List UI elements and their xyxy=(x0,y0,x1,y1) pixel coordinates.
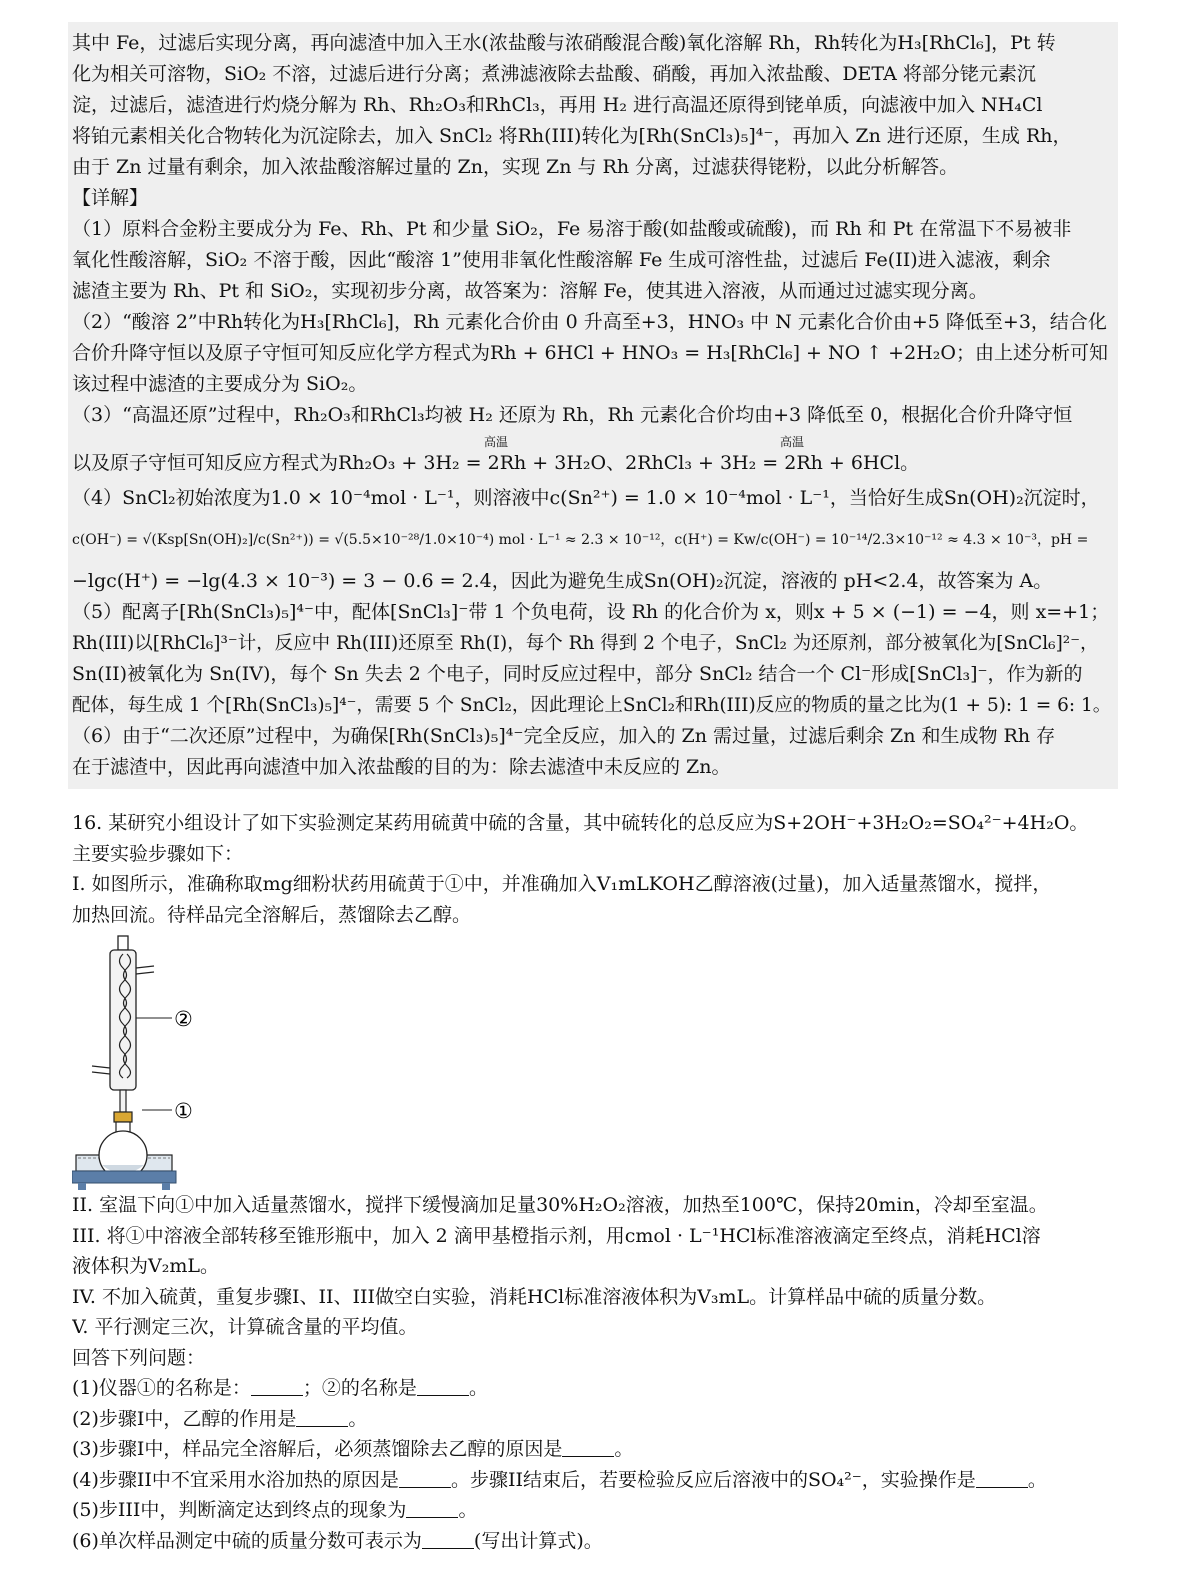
sub-question-text: 。 xyxy=(1027,1468,1047,1491)
sub-question-text: (1)仪器①的名称是： xyxy=(72,1377,251,1399)
detail-heading: 【详解】 xyxy=(72,187,149,209)
explanation-line: 氧化性酸溶解，SiO₂ 不溶于酸，因此“酸溶 1”使用非氧化性酸溶解 Fe 生成可溶性盐，过滤后 Fe(II)进入滤液，剩余 xyxy=(72,249,1051,271)
answer-blank[interactable] xyxy=(399,1469,451,1488)
explanation-line: 在于滤渣中，因此再向滤渣中加入浓盐酸的目的为：除去滤渣中未反应的 Zn。 xyxy=(72,756,731,778)
stand-base xyxy=(72,1171,176,1183)
step-4: IV. 不加入硫黄，重复步骤I、II、III做空白实验，消耗HCl标准溶液体积为V₃mL。计算样品中硫的质量分数。 xyxy=(72,1285,997,1308)
sub-question-text: (5)步III中，判断滴定达到终点的现象为 xyxy=(72,1499,407,1521)
answer-blank[interactable] xyxy=(422,1530,474,1549)
sub-question-text: (3)步骤I中，样品完全溶解后，必须蒸馏除去乙醇的原因是 xyxy=(72,1438,563,1460)
answer-blank[interactable] xyxy=(976,1469,1028,1488)
sub-question-text: (2)步骤I中，乙醇的作用是 xyxy=(72,1407,297,1430)
step-5: V. 平行测定三次，计算硫含量的平均值。 xyxy=(72,1316,418,1338)
explanation-line: 滤渣主要为 Rh、Pt 和 SiO₂，实现初步分离，故答案为：溶解 Fe，使其进入溶液，从而通过过滤实现分离。 xyxy=(72,280,988,302)
explanation-line: （4）SnCl₂初始浓度为1.0 × 10⁻⁴mol · L⁻¹，则溶液中c(Sn²⁺) = 1.0 × 10⁻⁴mol · L⁻¹，当恰好生成Sn(OH)₂沉淀时， xyxy=(72,487,1100,509)
sub-question-text: ；②的名称是 xyxy=(302,1377,417,1399)
stand-leg xyxy=(78,1183,86,1190)
sub-question-1 xyxy=(72,1373,1122,1404)
explanation-line: 配体，每生成 1 个[Rh(SnCl₃)₅]⁴⁻，需要 5 个 SnCl₂，因此理论上SnCl₂和Rh(III)反应的物质的量之比为(1 + 5): 1 = 6: 1。 xyxy=(72,695,1112,716)
answer-blank[interactable] xyxy=(251,1377,303,1396)
explanation-line: 合价升降守恒以及原子守恒可知反应化学方程式为Rh + 6HCl + HNO₃ = H₃[RhCl₆] + NO ↑ +2H₂O；由上述分析可知 xyxy=(72,342,1108,364)
explanation-line: 化为相关可溶物，SiO₂ 不溶，过滤后进行分离；煮沸滤液除去盐酸、硝酸，再加入浓盐酸、DETA 将部分铑元素沉 xyxy=(72,63,1036,85)
label-2: ② xyxy=(174,1007,193,1031)
equation-text: 以及原子守恒可知反应方程式为Rh₂O₃ + 3H₂ = 2Rh + 3H₂O、2RhCl₃ + 3H₂ = 2Rh + 6HCl。 xyxy=(72,452,920,474)
explanation-line: Rh(III)以[RhCl₆]³⁻计，反应中 Rh(III)还原至 Rh(I)，每个 Rh 得到 2 个电子，SnCl₂ 为还原剂，部分被氧化为[SnCl₆]²⁻， xyxy=(72,633,1099,654)
condenser-stem xyxy=(120,1090,126,1112)
explanation-line: （5）配离子[Rh(SnCl₃)₅]⁴⁻中，配体[SnCl₃]⁻带 1 个负电荷，设 Rh 的化合价为 x，则x + 5 × (−1) = −4，则 x=+1； xyxy=(72,601,1110,623)
explanation-line: Sn(II)被氧化为 Sn(IV)，每个 Sn 失去 2 个电子，同时反应过程中，部分 SnCl₂ 结合一个 Cl⁻形成[SnCl₃]⁻，作为新的 xyxy=(72,663,1083,685)
sub-question-4 xyxy=(72,1465,1122,1496)
condition-label: 高温 xyxy=(780,435,805,449)
explanation-line: 将铂元素相关化合物转化为沉淀除去，加入 SnCl₂ 将Rh(III)转化为[Rh(SnCl₃)₅]⁴⁻，再加入 Zn 进行还原，生成 Rh， xyxy=(72,125,1072,147)
stopper xyxy=(114,1112,132,1122)
step-2: II. 室温下向①中加入适量蒸馏水，搅拌下缓慢滴加足量30%H₂O₂溶液，加热至100℃，保持20min，冷却至室温。 xyxy=(72,1194,1048,1216)
answer-blank[interactable] xyxy=(417,1377,469,1396)
step-1: I. 如图所示，准确称取mg细粉状药用硫黄于①中，并准确加入V₁mLKOH乙醇溶液(过量)，加入适量蒸馏水，搅拌， xyxy=(72,873,1052,895)
sub-question-text: 。步骤II结束后，若要检验反应后溶液中的SO₄²⁻，实验操作是 xyxy=(450,1468,976,1491)
answer-prompt: 回答下列问题： xyxy=(72,1346,206,1369)
explanation-line: 该过程中滤渣的主要成分为 SiO₂。 xyxy=(72,373,368,395)
sub-question-text: 。 xyxy=(348,1407,368,1430)
equation-line xyxy=(72,431,1114,483)
sub-question-text: (6)单次样品测定中硫的质量分数可表示为 xyxy=(72,1529,422,1552)
explanation-line: （3）“高温还原”过程中，Rh₂O₃和RhCl₃均被 H₂ 还原为 Rh，Rh 元素化合价均由+3 降低至 0，根据化合价升降守恒 xyxy=(72,404,1073,426)
sub-question-text: (写出计算式)。 xyxy=(473,1529,603,1552)
explanation-line: （6）由于“二次还原”过程中，为确保[Rh(SnCl₃)₅]⁴⁻完全反应，加入的 Zn 需过量，过滤后剩余 Zn 和生成物 Rh 存 xyxy=(72,725,1056,747)
explanation-line: c(OH⁻) = √(Ksp[Sn(OH)₂]/c(Sn²⁺)) = √(5.5×10⁻²⁸/1.0×10⁻⁴) mol · L⁻¹ ≈ 2.3 × 10⁻¹²，c(H⁺) = Kw/c(OH⁻) = 10⁻¹⁴/2.3×10⁻¹² ≈ 4.3 × 10⁻³，pH = xyxy=(72,532,1089,548)
explanation-line: 其中 Fe，过滤后实现分离，再向滤渣中加入王水(浓盐酸与浓硝酸混合酸)氧化溶解 Rh，Rh转化为H₃[RhCl₆]，Pt 转 xyxy=(72,32,1056,54)
explanation-block xyxy=(68,22,1118,789)
question-line: 主要实验步骤如下： xyxy=(72,842,244,865)
reflux-apparatus-diagram xyxy=(72,930,292,1190)
sub-question-text: 。 xyxy=(614,1438,634,1460)
stand-leg xyxy=(162,1183,170,1190)
sub-question-5 xyxy=(72,1495,1122,1526)
sub-question-text: 。 xyxy=(458,1499,478,1521)
step-3-cont: 液体积为V₂mL。 xyxy=(72,1255,219,1277)
condenser-inlet xyxy=(92,1072,110,1074)
condenser-outlet xyxy=(136,972,154,974)
answer-blank[interactable] xyxy=(406,1499,458,1518)
question-16 xyxy=(72,808,1122,1556)
condenser-top xyxy=(118,936,128,950)
label-1: ① xyxy=(174,1099,193,1123)
sub-question-6 xyxy=(72,1526,1122,1557)
step-1-cont: 加热回流。待样品完全溶解后，蒸馏除去乙醇。 xyxy=(72,903,472,926)
explanation-line: −lgc(H⁺) = −lg(4.3 × 10⁻³) = 3 − 0.6 = 2.4，因此为避免生成Sn(OH)₂沉淀，溶液的 pH<2.4，故答案为 A。 xyxy=(72,570,1053,592)
sub-question-text: 。 xyxy=(468,1377,488,1399)
sub-question-2 xyxy=(72,1404,1122,1435)
condenser-jacket xyxy=(110,950,136,1090)
sub-question-text: (4)步骤II中不宜采用水浴加热的原因是 xyxy=(72,1468,399,1491)
apparatus-figure xyxy=(72,930,1122,1190)
explanation-line: 淀，过滤后，滤渣进行灼烧分解为 Rh、Rh₂O₃和RhCl₃，再用 H₂ 进行高温还原得到铑单质，向滤液中加入 NH₄Cl xyxy=(72,94,1043,116)
question-stem: 16. 某研究小组设计了如下实验测定某药用硫黄中硫的含量，其中硫转化的总反应为S+2OH⁻+3H₂O₂=SO₄²⁻+4H₂O。 xyxy=(72,812,1089,834)
step-3: III. 将①中溶液全部转移至锥形瓶中，加入 2 滴甲基橙指示剂，用cmol · L⁻¹HCl标准溶液滴定至终点，消耗HCl溶 xyxy=(72,1224,1041,1247)
answer-blank[interactable] xyxy=(562,1438,614,1457)
condenser-inlet xyxy=(92,1066,110,1068)
condenser-outlet xyxy=(136,966,154,968)
explanation-line: 由于 Zn 过量有剩余，加入浓盐酸溶解过量的 Zn，实现 Zn 与 Rh 分离，过滤获得铑粉，以此分析解答。 xyxy=(72,156,959,178)
explanation-line: （2）“酸溶 2”中Rh转化为H₃[RhCl₆]，Rh 元素化合价由 0 升高至+3，HNO₃ 中 N 元素化合价由+5 降低至+3，结合化 xyxy=(72,311,1107,333)
sub-question-3 xyxy=(72,1434,1122,1465)
answer-blank[interactable] xyxy=(296,1408,348,1427)
condition-label: 高温 xyxy=(484,435,509,449)
explanation-line: （1）原料合金粉主要成分为 Fe、Rh、Pt 和少量 SiO₂，Fe 易溶于酸(如盐酸或硫酸)，而 Rh 和 Pt 在常温下不易被非 xyxy=(72,218,1072,240)
